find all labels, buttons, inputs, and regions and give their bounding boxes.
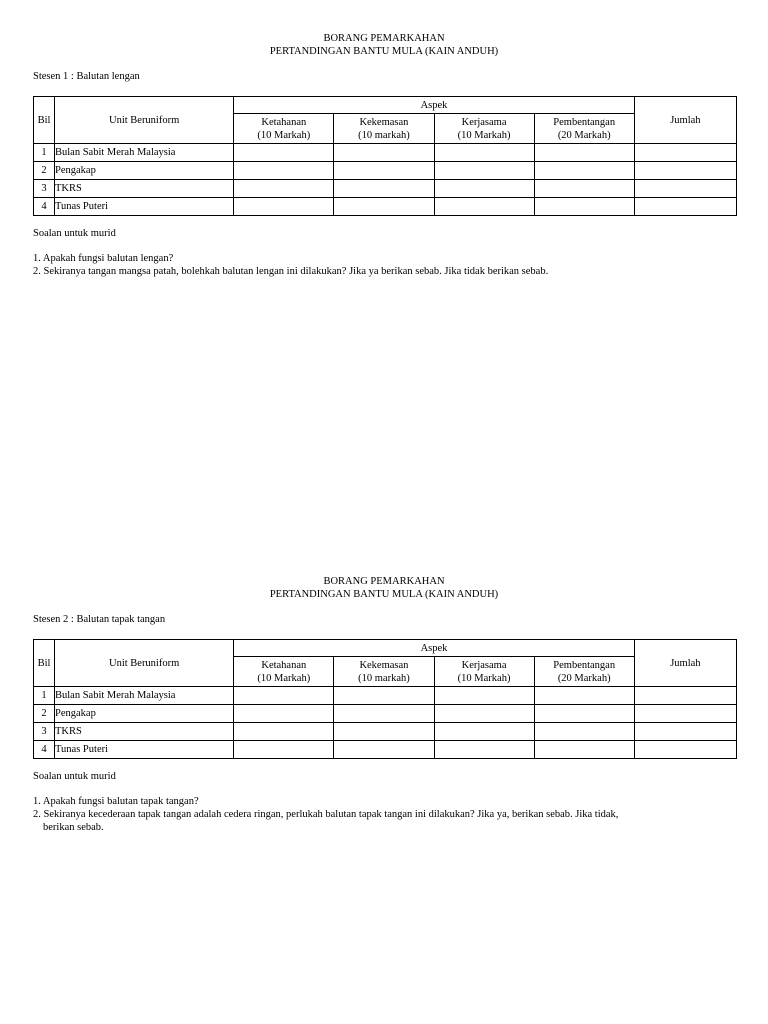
table-row	[34, 198, 737, 216]
total-cell	[634, 723, 736, 741]
header-aspect-kerjasama	[434, 114, 534, 144]
score-cell	[334, 162, 434, 180]
unit-name: Pengakap	[55, 162, 234, 180]
aspect-name: Ketahanan	[261, 659, 307, 671]
score-cell	[334, 705, 434, 723]
aspect-name: Pembentangan	[553, 659, 616, 671]
row-number: 2	[34, 705, 55, 723]
score-cell	[434, 741, 534, 759]
aspect-marks: (10 markah)	[358, 129, 410, 141]
score-cell	[234, 180, 334, 198]
scoring-table	[33, 639, 737, 759]
header-bil: Bil	[34, 640, 55, 687]
aspect-name: Ketahanan	[261, 116, 307, 128]
table-row	[34, 741, 737, 759]
question-item: 2. Sekiranya tangan mangsa patah, bolehkah balutan lengan ini dilakukan? Jika ya berikan sebab. Jika tidak berikan sebab.	[33, 266, 549, 277]
score-cell	[434, 723, 534, 741]
header-unit: Unit Beruniform	[55, 97, 234, 144]
row-number: 3	[34, 723, 55, 741]
header-aspect-pembentangan	[534, 114, 634, 144]
score-cell	[334, 198, 434, 216]
score-cell	[434, 705, 534, 723]
score-cell	[434, 144, 534, 162]
question-item: 2. Sekiranya kecederaan tapak tangan adalah cedera ringan, perlukah balutan tapak tangan ini dilakukan? Jika ya, berikan sebab. Jika tidak, berikan sebab.	[33, 809, 619, 833]
scoring-table	[33, 96, 737, 216]
form-subtitle: PERTANDINGAN BANTU MULA (KAIN ANDUH)	[269, 46, 499, 57]
unit-name: TKRS	[55, 180, 234, 198]
header-aspect-ketahanan	[234, 657, 334, 687]
score-cell	[334, 723, 434, 741]
total-cell	[634, 180, 736, 198]
questions-list	[33, 252, 633, 278]
form-title: BORANG PEMARKAHAN	[323, 33, 445, 44]
score-cell	[434, 198, 534, 216]
score-cell	[534, 723, 634, 741]
header-aspect-kekemasan	[334, 657, 434, 687]
header-jumlah: Jumlah	[634, 97, 736, 144]
score-cell	[534, 741, 634, 759]
score-cell	[534, 687, 634, 705]
header-bil: Bil	[34, 97, 55, 144]
question-item: 1. Apakah fungsi balutan tapak tangan?	[33, 796, 199, 807]
header-aspect-kerjasama	[434, 657, 534, 687]
score-cell	[234, 741, 334, 759]
aspect-name: Kerjasama	[461, 659, 507, 671]
score-cell	[534, 180, 634, 198]
questions-label: Soalan untuk murid	[33, 771, 116, 782]
total-cell	[634, 687, 736, 705]
score-cell	[234, 723, 334, 741]
total-cell	[634, 162, 736, 180]
questions-list	[33, 795, 633, 834]
form-subtitle: PERTANDINGAN BANTU MULA (KAIN ANDUH)	[269, 589, 499, 600]
station-title: Stesen 2 : Balutan tapak tangan	[33, 614, 166, 625]
unit-name: Tunas Puteri	[55, 198, 234, 216]
aspect-name: Pembentangan	[553, 116, 616, 128]
table-row	[34, 705, 737, 723]
aspect-name: Kekemasan	[359, 116, 409, 128]
score-cell	[534, 198, 634, 216]
table-row	[34, 723, 737, 741]
score-cell	[334, 687, 434, 705]
row-number: 4	[34, 741, 55, 759]
score-cell	[234, 162, 334, 180]
aspect-marks: (10 markah)	[358, 672, 410, 684]
total-cell	[634, 741, 736, 759]
total-cell	[634, 198, 736, 216]
aspect-marks: (10 Markah)	[457, 672, 511, 684]
row-number: 4	[34, 198, 55, 216]
table-row	[34, 162, 737, 180]
questions-label: Soalan untuk murid	[33, 228, 116, 239]
header-aspect-pembentangan	[534, 657, 634, 687]
score-cell	[334, 180, 434, 198]
header-unit: Unit Beruniform	[55, 640, 234, 687]
unit-name: Bulan Sabit Merah Malaysia	[55, 687, 234, 705]
header-aspect-ketahanan	[234, 114, 334, 144]
total-cell	[634, 144, 736, 162]
unit-name: TKRS	[55, 723, 234, 741]
score-cell	[434, 180, 534, 198]
score-cell	[234, 705, 334, 723]
aspect-marks: (10 Markah)	[257, 129, 311, 141]
question-item: 1. Apakah fungsi balutan lengan?	[33, 253, 174, 264]
aspect-name: Kerjasama	[461, 116, 507, 128]
header-aspek: Aspek	[234, 97, 635, 114]
table-row	[34, 687, 737, 705]
unit-name: Pengakap	[55, 705, 234, 723]
score-cell	[534, 162, 634, 180]
row-number: 1	[34, 144, 55, 162]
header-aspect-kekemasan	[334, 114, 434, 144]
header-jumlah: Jumlah	[634, 640, 736, 687]
score-cell	[534, 144, 634, 162]
row-number: 3	[34, 180, 55, 198]
aspect-marks: (20 Markah)	[557, 672, 611, 684]
aspect-marks: (10 Markah)	[457, 129, 511, 141]
total-cell	[634, 705, 736, 723]
aspect-marks: (10 Markah)	[257, 672, 311, 684]
table-row	[34, 180, 737, 198]
score-cell	[334, 741, 434, 759]
station-title: Stesen 1 : Balutan lengan	[33, 71, 140, 82]
aspect-name: Kekemasan	[359, 659, 409, 671]
score-cell	[234, 198, 334, 216]
unit-name: Bulan Sabit Merah Malaysia	[55, 144, 234, 162]
row-number: 2	[34, 162, 55, 180]
score-cell	[234, 687, 334, 705]
score-cell	[434, 162, 534, 180]
form-title: BORANG PEMARKAHAN	[323, 576, 445, 587]
aspect-marks: (20 Markah)	[557, 129, 611, 141]
score-cell	[334, 144, 434, 162]
unit-name: Tunas Puteri	[55, 741, 234, 759]
table-row	[34, 144, 737, 162]
score-cell	[534, 705, 634, 723]
score-cell	[434, 687, 534, 705]
score-cell	[234, 144, 334, 162]
header-aspek: Aspek	[234, 640, 635, 657]
row-number: 1	[34, 687, 55, 705]
